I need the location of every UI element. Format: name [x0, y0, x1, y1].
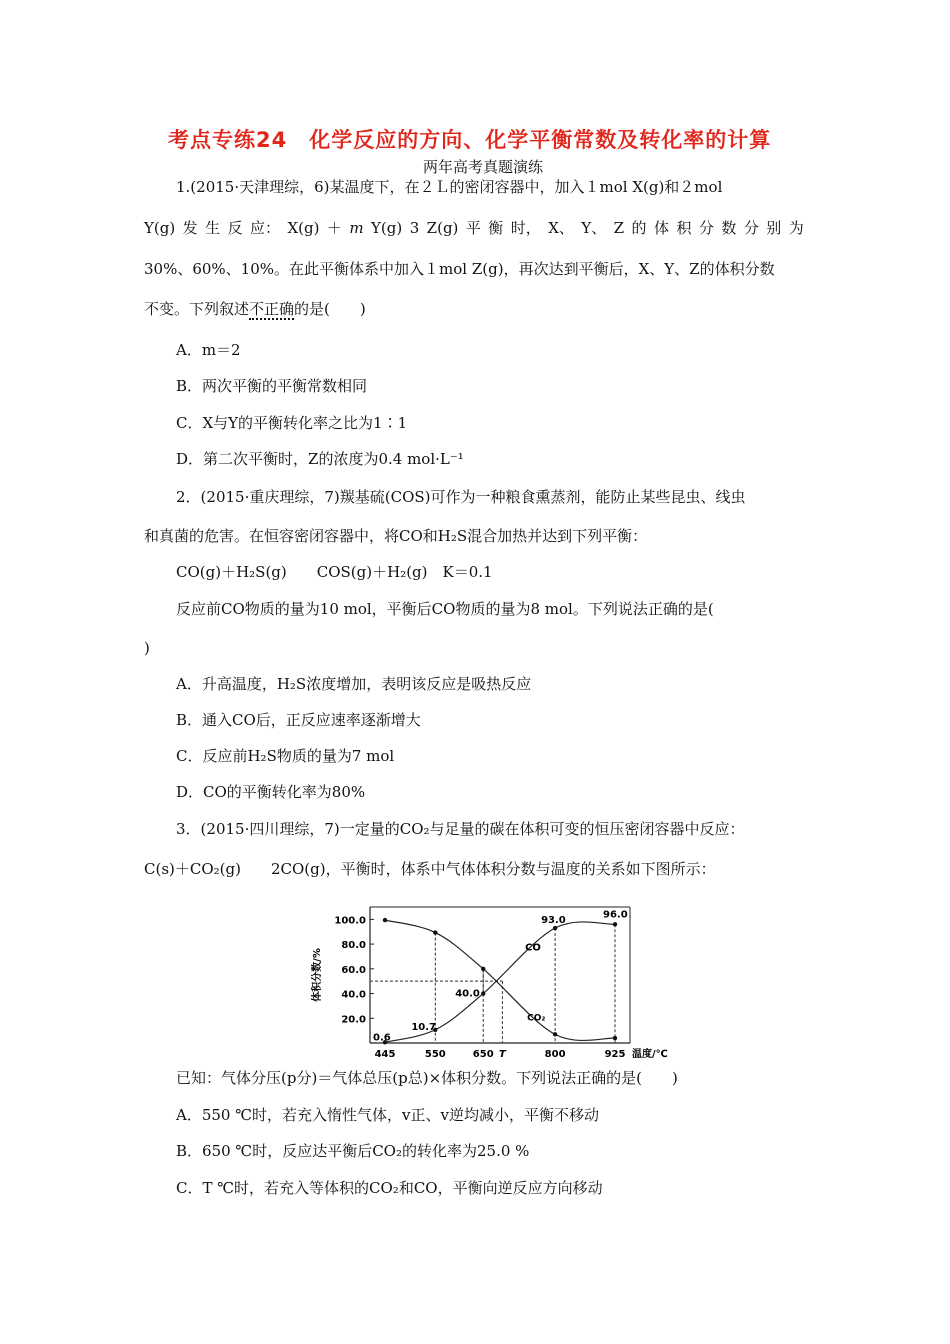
- q1-line2-part: Y(g): [371, 219, 403, 237]
- data-point: [613, 922, 617, 926]
- q1-option-a: A．m＝2: [176, 341, 241, 359]
- q1-line2-part: Y(g): [144, 219, 176, 237]
- x-tick-label: 925: [604, 1049, 626, 1060]
- q1-line2-part: ＋: [326, 219, 342, 237]
- q1-line2-part: 分: [743, 219, 759, 237]
- q3-option-c: C．T ℃时，若充入等体积的CO₂和CO，平衡向逆反应方向移动: [176, 1179, 603, 1197]
- q3-option-b: B．650 ℃时，反应达平衡后CO₂的转化率为25.0 %: [176, 1142, 530, 1160]
- y-tick-label: 100.0: [334, 915, 366, 927]
- q3-known: 已知：气体分压(p分)＝气体总压(p总)×体积分数。下列说法正确的是( ): [176, 1069, 678, 1087]
- x-axis-label: 温度/℃: [632, 1049, 668, 1060]
- data-point: [481, 991, 485, 995]
- q1-line2-part: 的: [631, 219, 647, 237]
- y-tick-label: 40.0: [341, 989, 366, 1001]
- q1-line2-part: 生: [205, 219, 221, 237]
- q1-line4-c: 的是( ): [294, 300, 366, 318]
- q3-option-a: A．550 ℃时，若充入惰性气体，v正、v逆均减小，平衡不移动: [176, 1106, 599, 1124]
- q1-option-c: C．X与Y的平衡转化率之比为1∶1: [176, 414, 408, 432]
- x-tick-label: T: [498, 1049, 506, 1060]
- q1-line2-part: Z(g): [426, 219, 459, 237]
- data-label: 40.0: [455, 988, 480, 1000]
- q1-line2-part: 发: [182, 219, 198, 237]
- q1-line2-part: Y、: [581, 219, 607, 237]
- q2-option-b: B．通入CO后，正反应速率逐渐增大: [176, 711, 421, 729]
- data-point: [481, 967, 485, 971]
- q1-line2-part: 积: [676, 219, 692, 237]
- page-subtitle: 两年高考真题演练: [423, 158, 544, 176]
- data-point: [613, 1036, 617, 1040]
- q2-line3: 反应前CO物质的量为10 mol，平衡后CO物质的量为8 mol。下列说法正确的是(: [176, 600, 714, 618]
- data-point: [433, 930, 437, 934]
- data-label: 0.6: [373, 1032, 391, 1044]
- q1-line1: 1.(2015·天津理综，6)某温度下，在２Ｌ的密闭容器中，加入１mol X(g)和２mol: [176, 178, 723, 196]
- x-tick-label: 800: [544, 1049, 566, 1060]
- q1-line2-part: m: [349, 219, 364, 237]
- q2-line4: ): [144, 639, 150, 657]
- co2-series-label: CO₂: [527, 1013, 546, 1024]
- q1-line2-part: X、: [548, 219, 574, 237]
- data-point: [383, 918, 387, 922]
- y-axis-label: 体积分数/%: [312, 948, 323, 1002]
- q1-line2-part: 数: [721, 219, 737, 237]
- data-label: 10.7: [411, 1021, 436, 1033]
- page-title: 考点专练24 化学反应的方向、化学平衡常数及转化率的计算: [168, 128, 772, 152]
- q1-line2-part: 体: [654, 219, 670, 237]
- q1-line2-part: 分: [698, 219, 714, 237]
- q1-line4: [144, 299, 366, 319]
- q1-line2-part: 应：: [250, 219, 281, 237]
- data-point: [553, 926, 557, 930]
- q2-option-a: A．升高温度，H₂S浓度增加，表明该反应是吸热反应: [176, 675, 532, 693]
- q2-line1: 2．(2015·重庆理综，7)羰基硫(COS)可作为一种粮食熏蒸剂，能防止某些昆虫、线虫: [176, 488, 746, 506]
- q1-line2-part: 别: [766, 219, 782, 237]
- x-tick-label: 550: [424, 1049, 446, 1060]
- q3-line1: 3．(2015·四川理综，7)一定量的CO₂与足量的碳在体积可变的恒压密闭容器中反应：: [176, 820, 745, 838]
- y-tick-label: 80.0: [341, 940, 366, 952]
- q1-line2-part: 3: [409, 219, 420, 237]
- data-label: 96.0: [603, 909, 628, 921]
- q2-option-c: C．反应前H₂S物质的量为7 mol: [176, 747, 395, 765]
- q1-option-b: B．两次平衡的平衡常数相同: [176, 377, 368, 395]
- q1-emphasis: 不正确: [249, 300, 295, 318]
- data-label: 93.0: [541, 915, 566, 927]
- y-tick-label: 60.0: [341, 964, 366, 976]
- q1-line2-part: 衡: [488, 219, 504, 237]
- x-tick-label: 445: [374, 1049, 396, 1060]
- q2-line2: 和真菌的危害。在恒容密闭容器中，将CO和H₂S混合加热并达到下列平衡：: [144, 527, 648, 545]
- data-point: [553, 1032, 557, 1036]
- q2-option-d: D．CO的平衡转化率为80%: [176, 783, 366, 801]
- q3-line2: C(s)＋CO₂(g) 2CO(g)，平衡时，体系中气体体积分数与温度的关系如下图所示：: [144, 860, 716, 878]
- q1-line4-a: 不变。下列叙述: [144, 300, 250, 318]
- q1-line2-part: 反: [227, 219, 243, 237]
- q1-line2: [144, 218, 804, 238]
- q1-line2-part: 平: [465, 219, 481, 237]
- q1-line2-part: Z: [613, 219, 625, 237]
- volume-fraction-chart: [300, 895, 668, 1065]
- y-tick-label: 20.0: [341, 1014, 366, 1026]
- co-series-label: CO: [525, 942, 541, 954]
- q1-line2-part: 时，: [510, 219, 541, 237]
- q1-line2-part: 为: [788, 219, 804, 237]
- q1-line3: 30%、60%、10%。在此平衡体系中加入１mol Z(g)，再次达到平衡后，X、Y、Z的体积分数: [144, 260, 775, 278]
- q1-option-d: D．第二次平衡时，Z的浓度为0.4 mol·L⁻¹: [176, 450, 464, 468]
- x-tick-label: 650: [472, 1049, 494, 1060]
- q2-equation: CO(g)＋H₂S(g) COS(g)＋H₂(g) K＝0.1: [176, 563, 493, 581]
- q1-line2-part: X(g): [287, 219, 320, 237]
